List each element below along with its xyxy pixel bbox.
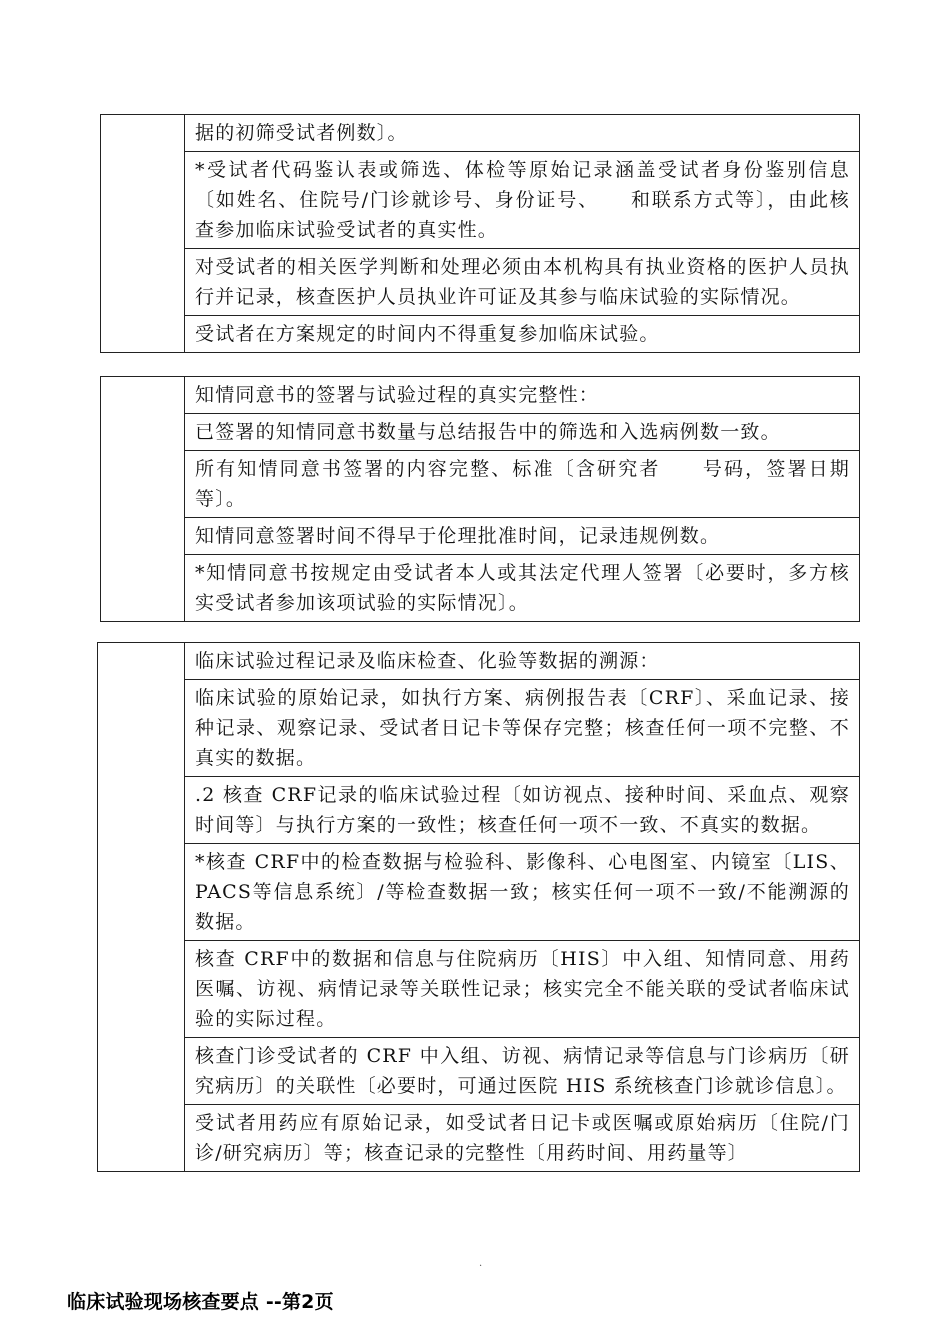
table-row <box>98 680 860 777</box>
table-row <box>101 518 860 555</box>
table-row <box>101 451 860 518</box>
table-row <box>101 115 860 152</box>
check-item-text: *核查 CRF中的检查数据与检验科、影像科、心电图室、内镜室〔LIS、PACS等信息系统〕/等检查数据一致；核实任何一项不一致/不能溯源的数据。 <box>185 844 860 941</box>
check-item-text: 临床试验的原始记录，如执行方案、病例报告表〔CRF〕、采血记录、接种记录、观察记录、受试者日记卡等保存完整；核查任何一项不完整、不真实的数据。 <box>185 680 860 777</box>
item-number-cell <box>101 377 185 622</box>
table-row <box>101 377 860 414</box>
checklist-table-data-traceability <box>97 642 860 1172</box>
check-item-text: 受试者用药应有原始记录，如受试者日记卡或医嘱或原始病历〔住院/门诊/研究病历〕等；核查记录的完整性〔用药时间、用药量等〕 <box>185 1105 860 1172</box>
table-row <box>101 152 860 249</box>
check-item-text: .2 核查 CRF记录的临床试验过程〔如访视点、接种时间、采血点、观察时间等〕与执行方案的一致性；核查任何一项不一致、不真实的数据。 <box>185 777 860 844</box>
check-item-text: 受试者在方案规定的时间内不得重复参加临床试验。 <box>185 316 860 353</box>
item-number-cell <box>101 115 185 353</box>
checklist-table-informed-consent <box>100 376 860 622</box>
section-heading: 知情同意书的签署与试验过程的真实完整性： <box>185 377 860 414</box>
table-row <box>98 844 860 941</box>
table-row <box>101 414 860 451</box>
check-item-text: 核查门诊受试者的 CRF 中入组、访视、病情记录等信息与门诊病历〔研究病历〕的关联性〔必要时，可通过医院 HIS 系统核查门诊就诊信息〕。 <box>185 1038 860 1105</box>
check-item-text: 已签署的知情同意书数量与总结报告中的筛选和入选病例数一致。 <box>185 414 860 451</box>
check-item-text: *受试者代码鉴认表或筛选、体检等原始记录涵盖受试者身份鉴别信息〔如姓名、住院号/门诊就诊号、身份证号、 和联系方式等〕，由此核查参加临床试验受试者的真实性。 <box>185 152 860 249</box>
table-row <box>101 555 860 622</box>
footer-dot: . <box>479 1258 483 1269</box>
check-item-text: 据的初筛受试者例数〕。 <box>185 115 860 152</box>
check-item-text: 知情同意签署时间不得早于伦理批准时间，记录违规例数。 <box>185 518 860 555</box>
table-row <box>101 316 860 353</box>
check-item-text: 所有知情同意书签署的内容完整、标准〔含研究者 号码，签署日期等〕。 <box>185 451 860 518</box>
table-row <box>101 249 860 316</box>
page-footer: 临床试验现场核查要点 --第2页 <box>67 1291 334 1313</box>
table-row <box>98 1038 860 1105</box>
table-row <box>98 1105 860 1172</box>
check-item-text: *知情同意书按规定由受试者本人或其法定代理人签署〔必要时，多方核实受试者参加该项试验的实际情况〕。 <box>185 555 860 622</box>
table-row <box>98 777 860 844</box>
table-row <box>98 941 860 1038</box>
check-item-text: 核查 CRF中的数据和信息与住院病历〔HIS〕中入组、知情同意、用药医嘱、访视、病情记录等关联性记录；核实完全不能关联的受试者临床试验的实际过程。 <box>185 941 860 1038</box>
table-row <box>98 643 860 680</box>
checklist-table-subject-identity <box>100 114 860 353</box>
check-item-text: 对受试者的相关医学判断和处理必须由本机构具有执业资格的医护人员执行并记录，核查医护人员执业许可证及其参与临床试验的实际情况。 <box>185 249 860 316</box>
item-number-cell <box>98 643 185 1172</box>
section-heading: 临床试验过程记录及临床检查、化验等数据的溯源： <box>185 643 860 680</box>
